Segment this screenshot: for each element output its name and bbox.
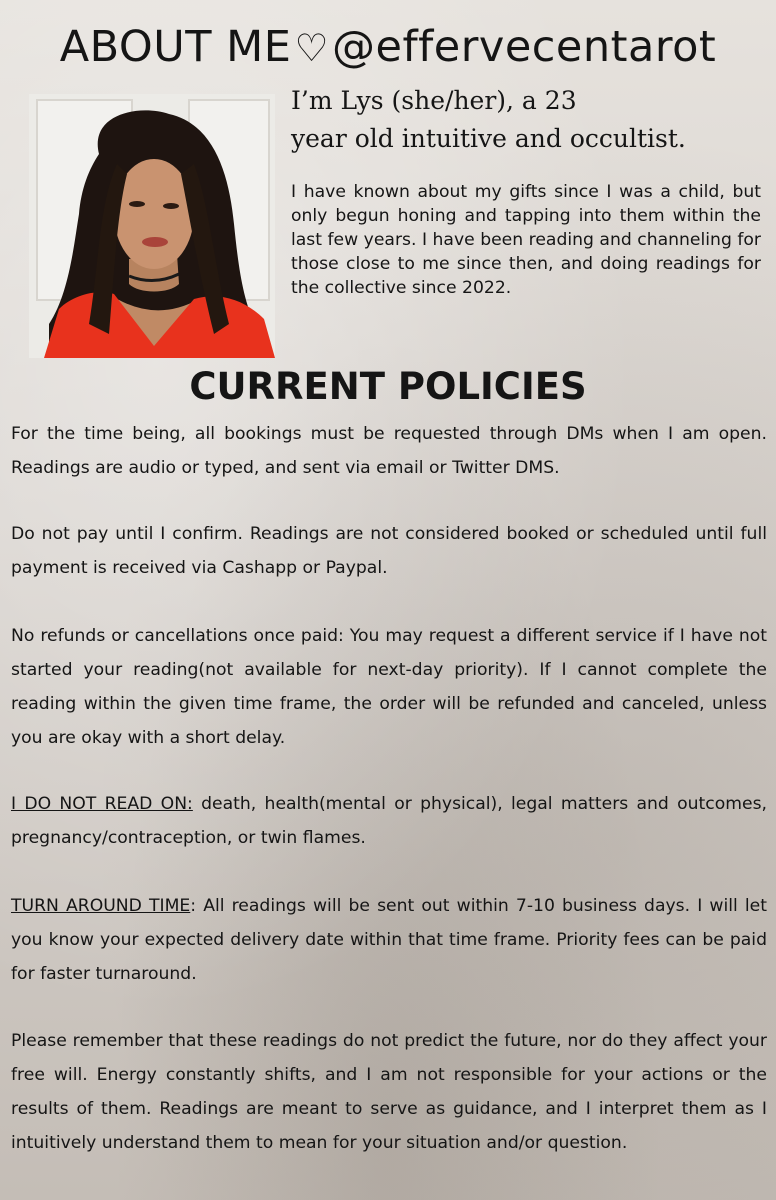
heart-outline-icon: ♡ — [294, 26, 330, 70]
turnaround-body: : All readings will be sent out within 7-10 business days. I will let you know your expected delivery date within that time frame. Priority fees can be paid for faster turnaround. — [11, 896, 767, 984]
policy-topics — [11, 787, 767, 855]
policy-turnaround — [11, 889, 767, 991]
intro-line-1: I’m Lys (she/her), a 23 — [291, 86, 577, 115]
page-title — [0, 16, 776, 79]
profile-photo — [29, 94, 275, 358]
policy-refunds: No refunds or cancellations once paid: You may request a different service if I have not started your reading(not available for next-day priority). If I cannot complete the reading within the given time frame, the order will be refunded and canceled, unless you are okay with a short delay. — [11, 626, 767, 748]
intro-heading — [291, 82, 761, 158]
intro-body: I have known about my gifts since I was a child, but only begun honing and tapping into them within the last few years. I have been reading and channeling for those close to me since then, and doing readings for the collective since 2022. — [291, 182, 761, 298]
policies-title: CURRENT POLICIES — [189, 365, 587, 408]
policy-disclaimer: Please remember that these readings do not predict the future, nor do they affect your free will. Energy constantly shifts, and I am not responsible for your actions or the results of them. Readings are meant to serve as guidance, and I interpret them as I intuitively understand them to mean for your situation and/or question. — [11, 1031, 767, 1153]
policy-booking: For the time being, all bookings must be requested through DMs when I am open. Readings are audio or typed, and sent via email or Twitter DMS. — [11, 424, 767, 478]
intro-line-2: year old intuitive and occultist. — [291, 124, 686, 153]
policy-payment: Do not pay until I confirm. Readings are not considered booked or scheduled until full payment is received via Cashapp or Paypal. — [11, 524, 767, 578]
title-prefix: ABOUT ME — [59, 22, 292, 72]
handle: @effervecentarot — [332, 22, 717, 72]
topics-label: I DO NOT READ ON: — [11, 794, 193, 814]
topics-body: death, health(mental or physical), legal matters and outcomes, pregnancy/contraception, or twin flames. — [11, 794, 767, 848]
turnaround-label: TURN AROUND TIME — [11, 896, 191, 916]
